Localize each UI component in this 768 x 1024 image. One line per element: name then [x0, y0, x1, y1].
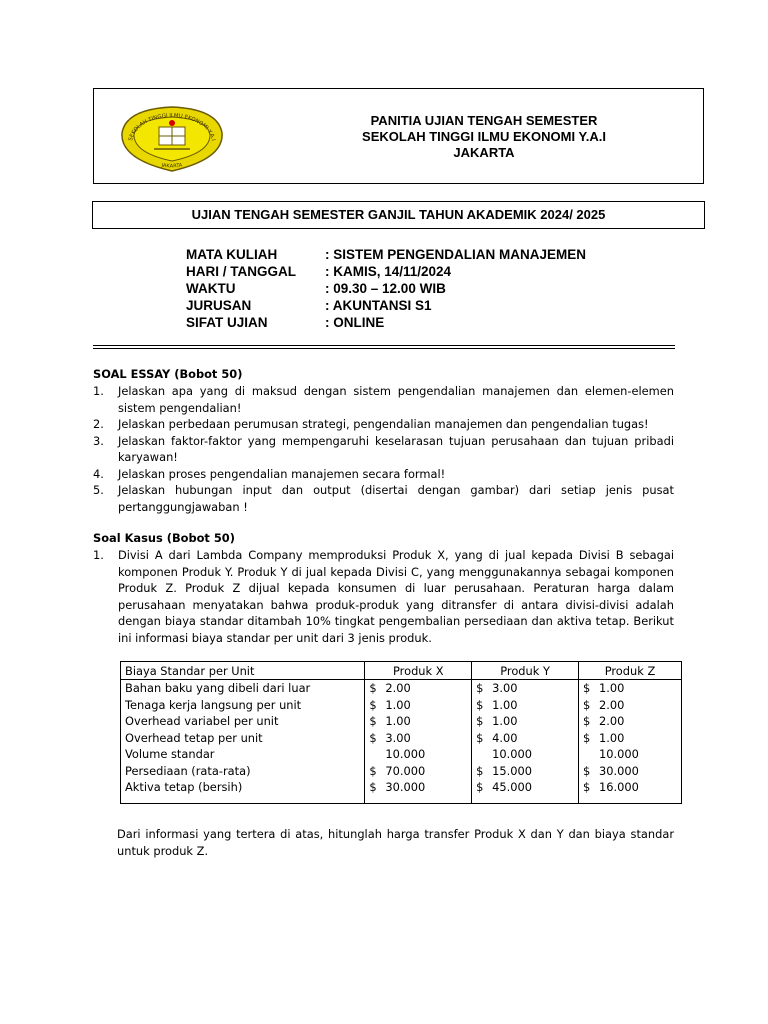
- currency: $: [369, 697, 377, 712]
- table-header-row: [121, 662, 682, 680]
- amount: 1.00: [598, 730, 625, 745]
- cell-produk-y: [472, 730, 579, 747]
- amount: 45.000: [492, 780, 533, 794]
- currency: $: [582, 730, 591, 745]
- cell-produk-y: [472, 746, 579, 763]
- currency: $: [582, 681, 591, 695]
- currency: $: [369, 730, 377, 745]
- institution-logo: [114, 103, 230, 173]
- essay-question: [93, 466, 674, 483]
- question-number: 5.: [93, 483, 104, 497]
- currency: $: [369, 780, 377, 794]
- essay-question: [93, 433, 674, 466]
- currency: $: [476, 714, 484, 728]
- amount: 10.000: [598, 747, 639, 761]
- divider: [93, 345, 675, 346]
- meta-row-date: [186, 263, 586, 280]
- table-row: [121, 746, 682, 763]
- row-label: Bahan baku yang dibeli dari luar: [121, 680, 365, 697]
- table-row: [121, 779, 682, 804]
- table-row: [121, 697, 682, 714]
- meta-value: : AKUNTANSI S1: [325, 298, 432, 313]
- essay-question: [93, 383, 674, 416]
- logo-text-bottom: JAKARTA: [161, 162, 183, 170]
- cell-produk-z: [578, 730, 681, 747]
- header-line-3: JAKARTA: [453, 145, 515, 160]
- meta-value: : 09.30 – 12.00 WIB: [325, 281, 446, 296]
- question-text: Jelaskan faktor-faktor yang mempengaruhi keselarasan tujuan perusahaan dan tujuan pribadi karyawan!: [118, 433, 674, 464]
- exam-meta: [186, 246, 586, 331]
- question-number: 1.: [93, 384, 104, 398]
- question-number: 1.: [93, 548, 104, 562]
- meta-value: : SISTEM PENGENDALIAN MANAJEMEN: [325, 247, 587, 262]
- amount: 1.00: [492, 697, 518, 712]
- currency: $: [476, 780, 484, 794]
- column-header: Biaya Standar per Unit: [121, 662, 365, 680]
- meta-label: SIFAT UJIAN: [186, 315, 268, 330]
- row-label: Overhead tetap per unit: [121, 730, 365, 747]
- cell-produk-y: [472, 779, 579, 804]
- meta-value: : KAMIS, 14/11/2024: [325, 264, 452, 279]
- cell-produk-y: [472, 713, 579, 730]
- amount: 15.000: [492, 763, 533, 778]
- table-row: [121, 680, 682, 697]
- question-text: Jelaskan apa yang di maksud dengan sistem pengendalian manajemen dan elemen-elemen sistem pengendalian!: [118, 384, 674, 415]
- cell-produk-x: [365, 779, 472, 804]
- meta-label: JURUSAN: [186, 298, 252, 313]
- currency: $: [476, 697, 484, 712]
- amount: 2.00: [598, 714, 625, 728]
- cell-produk-z: [578, 697, 681, 714]
- table-row: [121, 730, 682, 747]
- row-label: Overhead variabel per unit: [121, 713, 365, 730]
- table-row: [121, 763, 682, 780]
- header-line-2: SEKOLAH TINGGI ILMU EKONOMI Y.A.I: [362, 129, 606, 144]
- cell-produk-y: [472, 763, 579, 780]
- question-text: Jelaskan hubungan input dan output (disertai dengan gambar) dari setiap jenis pusat pertanggungjawaban !: [118, 483, 674, 514]
- column-header: Produk Y: [472, 662, 579, 680]
- cell-produk-z: [578, 680, 681, 697]
- amount: 2.00: [598, 697, 625, 712]
- meta-row-course: [186, 246, 586, 263]
- amount: 10.000: [492, 747, 533, 761]
- currency: $: [476, 681, 484, 695]
- currency: $: [369, 714, 377, 728]
- essay-question-list: [93, 383, 674, 515]
- cell-produk-z: [578, 763, 681, 780]
- essay-section-title: SOAL ESSAY (Bobot 50): [93, 367, 243, 381]
- column-header: Produk Z: [578, 662, 681, 680]
- closing-instruction: Dari informasi yang tertera di atas, hitunglah harga transfer Produk X dan Y dan biaya standar untuk produk Z.: [117, 827, 674, 858]
- meta-row-major: [186, 297, 586, 314]
- amount: 4.00: [492, 730, 518, 745]
- divider: [93, 348, 675, 349]
- cell-produk-x: [365, 680, 472, 697]
- row-label: Persediaan (rata-rata): [121, 763, 365, 780]
- cell-produk-x: [365, 730, 472, 747]
- currency: $: [582, 697, 591, 712]
- meta-label: HARI / TANGGAL: [186, 264, 296, 279]
- meta-value: : ONLINE: [325, 315, 385, 330]
- amount: 16.000: [598, 780, 639, 794]
- amount: 3.00: [385, 730, 411, 745]
- meta-row-type: [186, 314, 586, 331]
- cell-produk-y: [472, 680, 579, 697]
- exam-title: UJIAN TENGAH SEMESTER GANJIL TAHUN AKADEMIK 2024/ 2025: [92, 201, 705, 229]
- cell-produk-x: [365, 697, 472, 714]
- amount: 1.00: [492, 714, 518, 728]
- cell-produk-x: [365, 713, 472, 730]
- cell-produk-z: [578, 779, 681, 804]
- question-text: Divisi A dari Lambda Company memproduksi Produk X, yang di jual kepada Divisi B sebagai komponen Produk Y. Produk Y di jual kepada Divisi C, yang menggunakannya sebagai komponen Produk Z. Produk Z dijual kepada konsumen di luar perusahaan. Peraturan harga dalam perusahaan menyatakan bahwa produk-produk yang ditransfer di antara divisi-divisi adalah dengan biaya standar ditambah 10% tingkat pengembalian persediaan dan aktiva tetap. Berikut ini informasi biaya standar per unit dari 3 jenis produk.: [118, 548, 674, 645]
- amount: 3.00: [492, 681, 518, 695]
- currency: $: [369, 763, 377, 778]
- amount: 2.00: [385, 681, 411, 695]
- currency: $: [582, 780, 591, 794]
- cell-produk-z: [578, 713, 681, 730]
- amount: 70.000: [385, 763, 426, 778]
- question-text: Jelaskan perbedaan perumusan strategi, pengendalian manajemen dan pengendalian tugas!: [118, 417, 649, 431]
- currency: $: [476, 763, 484, 778]
- cell-produk-y: [472, 697, 579, 714]
- case-question: [93, 547, 674, 647]
- currency: $: [476, 730, 484, 745]
- amount: 10.000: [385, 747, 426, 761]
- amount: 30.000: [598, 763, 639, 778]
- row-label: Volume standar: [121, 746, 365, 763]
- cell-produk-x: [365, 746, 472, 763]
- case-section-title: Soal Kasus (Bobot 50): [93, 531, 235, 545]
- logo-text-top: SEKOLAH TINGGI ILMU EKONOMI Y.A.I: [128, 112, 216, 142]
- question-number: 3.: [93, 433, 104, 448]
- currency: $: [582, 714, 591, 728]
- amount: 30.000: [385, 780, 426, 794]
- question-text: Jelaskan proses pengendalian manajemen secara formal!: [118, 466, 446, 481]
- amount: 1.00: [385, 697, 411, 712]
- essay-question: [93, 482, 674, 515]
- amount: 1.00: [598, 681, 625, 695]
- meta-row-time: [186, 280, 586, 297]
- column-header: Produk X: [365, 662, 472, 680]
- standard-cost-table: [120, 661, 682, 804]
- essay-question: [93, 416, 674, 433]
- amount: 1.00: [385, 714, 411, 728]
- cell-produk-x: [365, 763, 472, 780]
- row-label: Aktiva tetap (bersih): [121, 779, 365, 804]
- table-row: [121, 713, 682, 730]
- institution-title: [334, 113, 634, 161]
- meta-label: WAKTU: [186, 281, 236, 296]
- question-number: 4.: [93, 466, 104, 481]
- currency: $: [369, 681, 377, 695]
- row-label: Tenaga kerja langsung per unit: [121, 697, 365, 714]
- institution-header: [93, 88, 704, 184]
- meta-label: MATA KULIAH: [186, 247, 278, 262]
- header-line-1: PANITIA UJIAN TENGAH SEMESTER: [370, 113, 598, 128]
- question-number: 2.: [93, 417, 104, 431]
- case-question-list: [93, 547, 674, 647]
- cell-produk-z: [578, 746, 681, 763]
- currency: $: [582, 763, 591, 778]
